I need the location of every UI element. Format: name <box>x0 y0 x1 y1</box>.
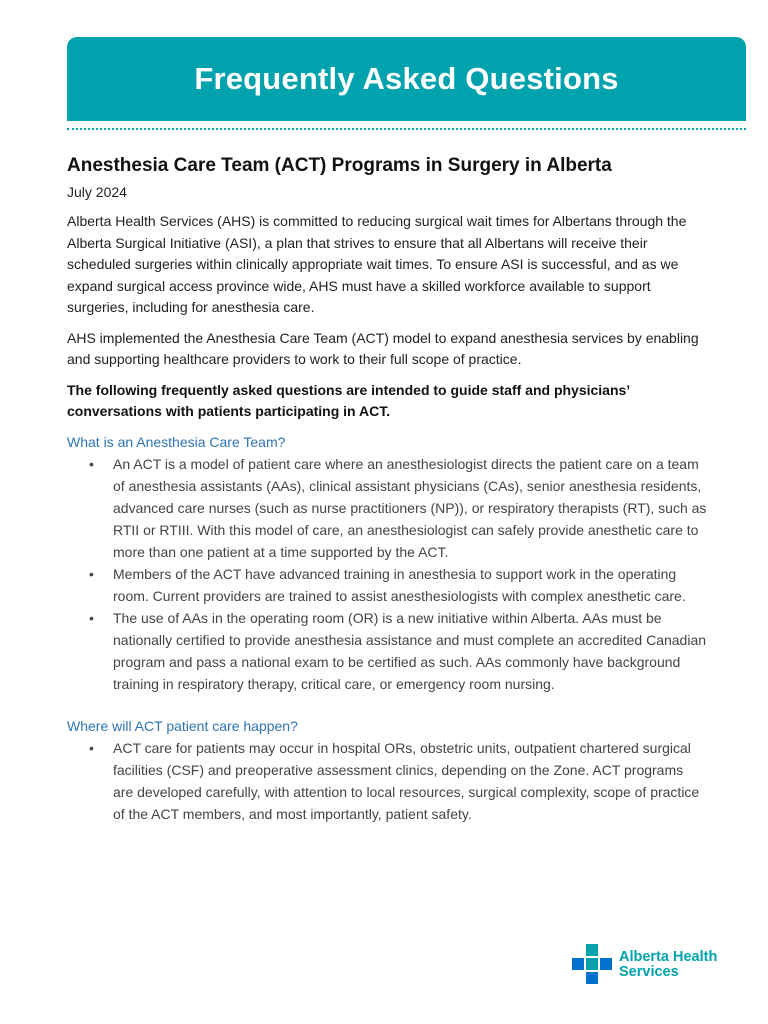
document-date: July 2024 <box>67 184 127 200</box>
document-body <box>67 150 707 833</box>
bold-note: The following frequently asked questions are intended to guide staff and physicians’ conversations with patients participating in ACT. <box>67 381 630 419</box>
document-title: Anesthesia Care Team (ACT) Programs in Surgery in Alberta <box>67 155 612 176</box>
faq-answer-item: • The use of AAs in the operating room (OR) is a new initiative within Alberta. AAs must be nationally certified to provide anesthesia assistance and must complete an accredited Canadian program and pass a national exam to be certified as such. AAs commonly have background training in respiratory therapy, critical care, or emergency room nursing. <box>67 607 707 695</box>
faq-answer-list <box>67 453 707 695</box>
faq-question: What is an Anesthesia Care Team? <box>67 433 286 450</box>
header-banner <box>67 37 746 121</box>
logo-line1: Alberta Health <box>619 949 718 965</box>
ahs-cross-icon <box>572 944 614 986</box>
logo-line2: Services <box>619 964 679 980</box>
intro-paragraph: Alberta Health Services (AHS) is committed to reducing surgical wait times for Albertans through the Alberta Surgical Initiative (ASI), a plan that strives to ensure that all Albertans will receive their scheduled surgeries within clinically appropriate wait times. To ensure ASI is successful, and as we expand surgical access province wide, AHS must have a skilled workforce available to support surgeries, including for anesthesia care. <box>67 213 687 315</box>
page-title: Frequently Asked Questions <box>194 61 619 96</box>
intro-paragraph: AHS implemented the Anesthesia Care Team (ACT) model to expand anesthesia services by enabling and supporting healthcare providers to work to their full scope of practice. <box>67 329 699 367</box>
faq-answer-item: • Members of the ACT have advanced training in anesthesia to support work in the operating room. Current providers are trained to assist anesthesiologists with complex anesthetic care. <box>67 563 707 607</box>
ahs-logo <box>572 944 717 986</box>
faq-question: Where will ACT patient care happen? <box>67 717 298 734</box>
ahs-logo-text <box>619 950 717 980</box>
dotted-divider <box>67 128 746 130</box>
faq-answer-item: • ACT care for patients may occur in hospital ORs, obstetric units, outpatient chartered surgical facilities (CSF) and preoperative assessment clinics, depending on the Zone. ACT programs are developed carefully, with attention to local resources, surgical complexity, scope of practice of the ACT members, and most importantly, patient safety. <box>67 737 707 825</box>
faq-answer-item: • An ACT is a model of patient care where an anesthesiologist directs the patient care on a team of anesthesia assistants (AAs), clinical assistant physicians (CAs), senior anesthesia residents, advanced care nurses (such as nurse practitioners (NP)), or respiratory therapists (RT), such as RTII or RTIII. With this model of care, an anesthesiologist can safely provide anesthetic care to more than one patient at a time supported by the ACT. <box>67 453 707 563</box>
faq-answer-list <box>67 737 707 825</box>
